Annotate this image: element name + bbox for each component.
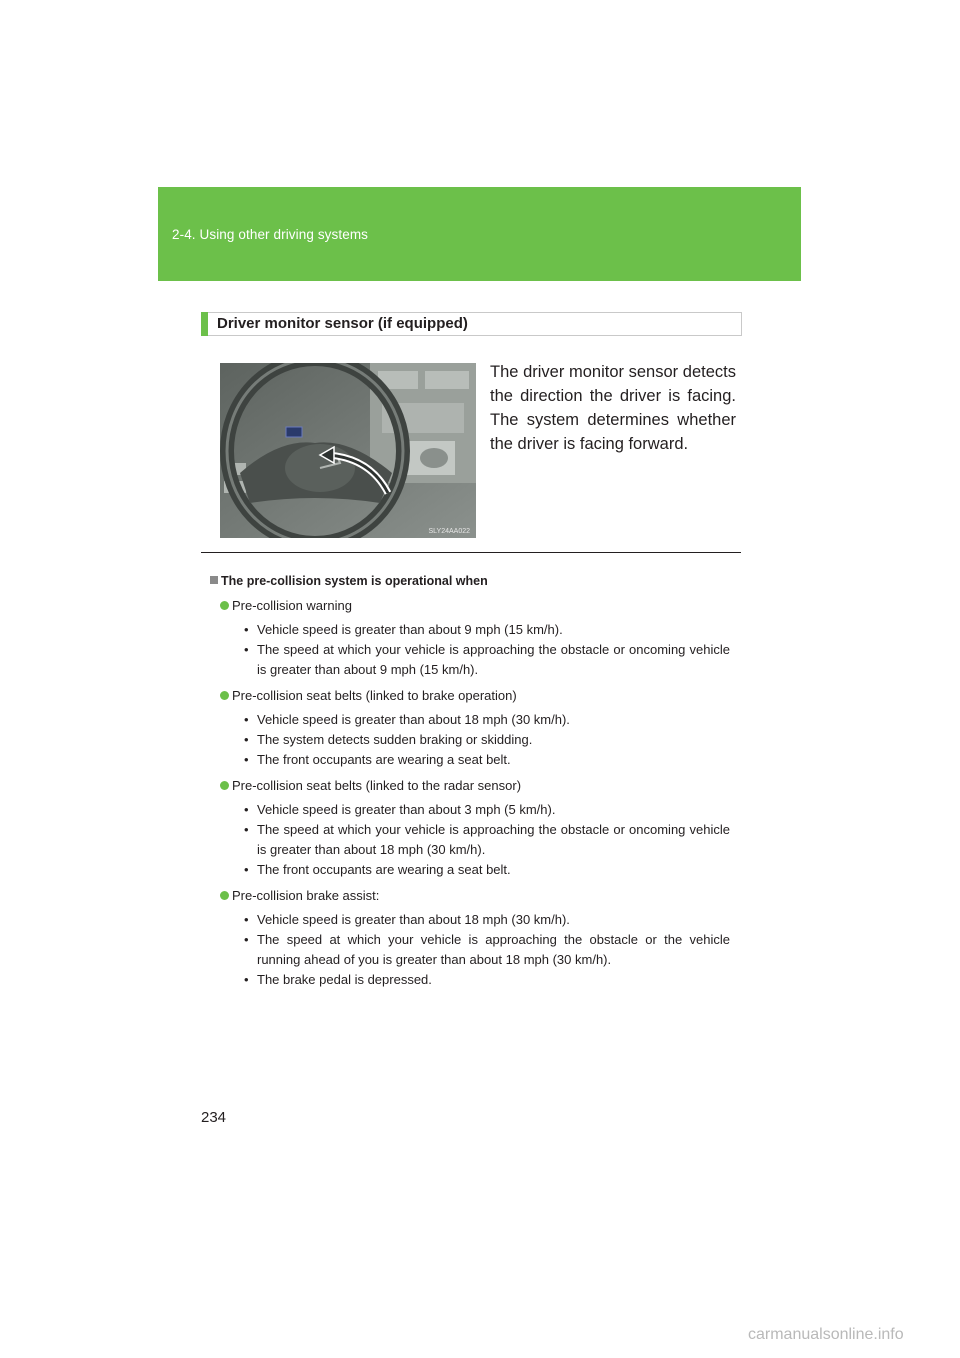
condition-item [220, 776, 730, 880]
list-item: • The brake pedal is depressed. [244, 970, 730, 990]
topic-heading [210, 571, 730, 591]
item-label: Pre-collision warning [232, 598, 352, 613]
figure-code: SLY24AA022 [428, 528, 470, 535]
condition-item [220, 886, 730, 990]
heading-accent [201, 312, 208, 336]
list-item: • The speed at which your vehicle is approaching the obstacle or oncoming vehicle is greater than about 18 mph (30 km/h). [244, 820, 730, 860]
list-item: • The front occupants are wearing a seat belt. [244, 860, 730, 880]
circle-bullet-icon [220, 601, 229, 610]
section-divider [201, 552, 741, 553]
list-item: • The front occupants are wearing a seat belt. [244, 750, 730, 770]
pre-collision-conditions [210, 571, 730, 996]
condition-item [220, 596, 730, 680]
section-header-band [158, 187, 801, 281]
condition-item [220, 686, 730, 770]
list-item: • Vehicle speed is greater than about 18 mph (30 km/h). [244, 710, 730, 730]
bullet-list [244, 710, 730, 770]
bullet-list [244, 800, 730, 880]
list-item: • The system detects sudden braking or skidding. [244, 730, 730, 750]
sub-heading-bar [201, 312, 742, 336]
bullet-list [244, 620, 730, 680]
bullet-list [244, 910, 730, 990]
page-number: 234 [201, 1109, 227, 1126]
topic-text: The pre-collision system is operational when [221, 574, 488, 588]
item-label: Pre-collision seat belts (linked to brake operation) [232, 688, 517, 703]
list-item: • The speed at which your vehicle is approaching the obstacle or oncoming vehicle is greater than about 9 mph (15 km/h). [244, 640, 730, 680]
item-label: Pre-collision brake assist: [232, 888, 380, 903]
sub-heading: Driver monitor sensor (if equipped) [217, 315, 468, 332]
steering-wheel-illustration [220, 363, 476, 538]
dashboard-figure [220, 363, 476, 538]
circle-bullet-icon [220, 891, 229, 900]
intro-paragraph: The driver monitor sensor detects the direction the driver is facing. The system determines whether the driver is facing forward. [490, 363, 736, 453]
list-item: • The speed at which your vehicle is approaching the obstacle or the vehicle running ahead of you is greater than about 18 mph (30 km/h). [244, 930, 730, 970]
circle-bullet-icon [220, 691, 229, 700]
list-item: • Vehicle speed is greater than about 3 mph (5 km/h). [244, 800, 730, 820]
list-item: • Vehicle speed is greater than about 9 mph (15 km/h). [244, 620, 730, 640]
square-bullet-icon [210, 576, 218, 584]
list-item: • Vehicle speed is greater than about 18 mph (30 km/h). [244, 910, 730, 930]
circle-bullet-icon [220, 781, 229, 790]
item-label: Pre-collision seat belts (linked to the radar sensor) [232, 778, 522, 793]
section-title: 2-4. Using other driving systems [172, 227, 369, 242]
watermark: carmanualsonline.info [748, 1326, 904, 1343]
